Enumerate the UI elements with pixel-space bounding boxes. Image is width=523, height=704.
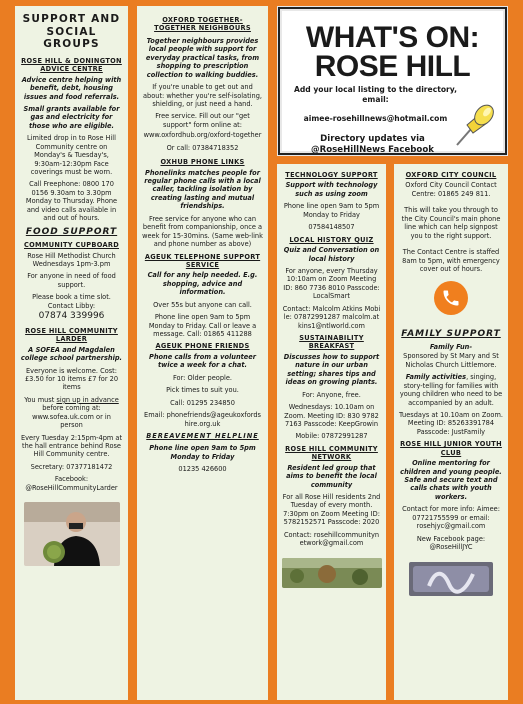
network-details: For all Rose Hill residents 2nd Tuesday of every month. 7:30pm on Zoom Meeting ID: 5782152571 Passcode: 2020 [282, 493, 381, 527]
tech-hours: Phone line open 9am to 5pm Monday to Friday [283, 202, 380, 219]
family-activities-text: , singing, story-telling for families with young children who need to be accompanied by an adult. [399, 373, 503, 407]
breakfast-desc: Discusses how to support nature in our urban setting; shares tips and ideas on growing plants. [283, 352, 380, 387]
bereavement-hours: Phone line open 9am to 5pm Monday to Friday [149, 444, 256, 461]
larder-signup-b: before coming at: www.sofea.uk.com or in person [32, 404, 111, 430]
quiz-details: For anyone, every Thursday 10:10am on Zoom Meeting ID: 860 7736 8010 Passcode: LocalSmart [283, 266, 380, 301]
advice-centre-hours: Limited drop in to Rose Hill Community centre on Monday's & Tuesday's, 9:30am-12:30pm Face coverings must be worn. [27, 134, 116, 177]
food-support-heading: FOOD SUPPORT [25, 226, 118, 237]
network-heading: ROSE HILL COMMUNITY NETWORK [285, 444, 378, 462]
youth-club-logo-image [409, 562, 493, 596]
family-support-heading: FAMILY SUPPORT [401, 329, 501, 340]
youth-club-heading: ROSE HILL JUNIOR YOUTH CLUB [400, 440, 502, 457]
ageuk-telephone-heading: AGEUK TELEPHONE SUPPORT SERVICE [144, 252, 261, 269]
family-fun: Family Fun- [429, 342, 473, 351]
larder-volunteer-photo [24, 502, 120, 566]
phone-icon [434, 281, 468, 315]
oxford-together-call: Or call: 07384718352 [166, 143, 239, 152]
header-card [277, 6, 508, 156]
larder-signup-a: You must [24, 395, 57, 404]
bereavement-heading: BEREAVEMENT HELPLINE [146, 431, 259, 440]
contact-email: aimee-rosehillnews@hotmail.com [303, 113, 448, 123]
updates-line-1: Directory updates via [320, 133, 425, 144]
ageuk-friends-desc: Phone calls from a volunteer twice a week for a chat. [148, 352, 256, 370]
column-technology-community [277, 164, 386, 700]
cupboard-book: Please book a time slot. Contact Libby: [32, 293, 111, 310]
family-activities [399, 373, 503, 407]
updates-line-2: @RoseHillNews Facebook [311, 144, 434, 155]
advice-centre-grants: Small grants available for gas and electricity for those who are eligible. [23, 104, 120, 130]
oxhub-free: Free service for anyone who can benefit from companionship, once a week for 15-30mins. (Same web-link and phone number as above) [142, 214, 263, 249]
community-garden-photo [282, 558, 382, 588]
larder-facebook: Facebook: @RoseHillCommunityLarder [25, 475, 118, 492]
council-staffed: The Contact Centre is staffed 8am to 5pm, with emergency cover out of hours. [402, 248, 500, 273]
family-zoom: Tuesdays at 10.10am on Zoom. Meeting ID: 85263391784 Passcode: JustFamily [399, 410, 503, 436]
larder-signup-link[interactable]: sign up in advance [56, 395, 119, 404]
page-title [282, 23, 503, 81]
oxford-together-desc: Together neighbours provides local people with support for everyday practical tasks, from shopping to prescription collection to walking buddies. [145, 36, 260, 79]
larder-secretary: Secretary: 07377181472 [30, 462, 113, 471]
larder-welcome: Everyone is welcome. Cost: £3.50 for 10 items £7 for 20 items [24, 366, 119, 392]
ageuk-friends-email[interactable]: Email: phonefriends@ageukoxfordshire.org.uk [144, 411, 261, 428]
family-sponsor: Sponsored by St Mary and St Nicholas Church Littlemore. [403, 352, 499, 369]
tech-desc: Support with technology such as using zoom [285, 181, 378, 198]
oxford-together-if: If you're unable to get out and about: whether you're self-isolating, shielding, or just need a hand. [143, 83, 262, 108]
ageuk-telephone-over: Over 55s but anyone can call. [153, 300, 252, 309]
quiz-contact: Contact: Malcolm Atkins Mobile: 07872991287 malcolm.atkins1@ntlworld.com [282, 304, 381, 330]
ageuk-friends-call: Call: 01295 234850 [170, 398, 235, 407]
network-desc: Resident led group that aims to benefit the local community [286, 463, 377, 489]
oxhub-desc: Phonelinks matches people for regular phone calls with a local caller, tackling isolation by creating lasting and mutual friendships. [144, 168, 261, 211]
oxford-together-heading: OXFORD TOGETHER- TOGETHER NEIGHBOURS [154, 16, 251, 33]
youth-club-desc: Online mentoring for children and young people. Safe and secure text and calls chats with youth workers. [400, 459, 502, 501]
council-contact: Oxford City Council Contact Centre: 01865 249 811. [405, 181, 497, 198]
cupboard-heading: COMMUNITY CUPBOARD [24, 241, 119, 250]
network-contact[interactable]: Contact: rosehillcommunitynetwork@gmail.com [283, 530, 380, 548]
cupboard-phone: 07874 339996 [38, 311, 105, 322]
column-support-social [15, 6, 128, 700]
pushpin-icon [453, 101, 497, 149]
larder-signup [20, 396, 123, 430]
title-line-1: WHAT'S ON: [305, 21, 480, 54]
oxford-together-free: Free service. Fill out our "get support" form online at: [155, 112, 250, 129]
oxford-together-url[interactable]: www.oxfordhub.org/oxford-together [143, 131, 262, 140]
ageuk-friends-pick: Pick times to suit you. [166, 386, 239, 395]
breakfast-details: Wednesdays: 10.10am on Zoom. Meeting ID: 830 9782 7163 Passcode: KeepGrowin [284, 403, 379, 428]
advice-centre-call: Call Freephone: 0800 170 0156 9.30am to 3.30pm Monday to Thursday. Phone and video calls available in and out of hours. [25, 180, 118, 223]
quiz-desc: Quiz and Conversation on local history [283, 246, 380, 263]
add-listing-text: Add your local listing to the directory, email: [293, 85, 458, 104]
phone-handset-glyph [441, 288, 461, 308]
cupboard-place: Rose Hill Methodist Church Wednesdays 1pm-3.pm [27, 251, 116, 269]
advice-centre-heading: ROSE HILL & DONINGTON ADVICE CENTRE [21, 56, 122, 74]
ageuk-telephone-hours: Phone line open 9am to 5pm Monday to Friday. Call or leave a message. Call: 01865 411288 [148, 313, 257, 338]
oxhub-heading: OXHUB PHONE LINKS [160, 158, 245, 167]
title-line-2: ROSE HILL [314, 50, 471, 83]
larder-desc: A SOFEA and Magdalen college school partnership. [20, 345, 123, 363]
larder-when: Every Tuesday 2:15pm-4pm at the hall entrance behind Rose Hill Community centre. [20, 433, 123, 459]
council-signpost: This will take you through to the City Council's main phone line which can help signpost you to the right support. [401, 206, 501, 240]
council-heading: OXFORD CITY COUNCIL [405, 171, 497, 179]
family-activities-label: Family activities [405, 373, 467, 382]
column-council-family [394, 164, 508, 700]
youth-club-contact: Contact for more info: Aimee: 07721755599 or email: rosehjyc@gmail.com [402, 505, 500, 531]
cupboard-for: For anyone in need of food support. [27, 272, 116, 289]
quiz-heading: LOCAL HISTORY QUIZ [289, 235, 374, 244]
larder-heading: ROSE HILL COMMUNITY LARDER [25, 326, 118, 344]
bereavement-phone: 01235 426600 [178, 465, 227, 474]
advice-centre-desc: Advice centre helping with benefit, debt, housing issues and food referrals. [21, 75, 122, 101]
breakfast-for: For: Anyone, free. [302, 390, 361, 399]
ageuk-telephone-desc: Call for any help needed. E.g. shopping, advice and information. [147, 271, 258, 297]
ageuk-friends-heading: AGEUK PHONE FRIENDS [155, 342, 250, 351]
tech-heading: TECHNOLOGY SUPPORT [285, 171, 378, 179]
breakfast-heading: SUSTAINABILITY BREAKFAST [299, 334, 364, 351]
column-neighbours-phone [137, 6, 268, 700]
ageuk-friends-for: For: Older people. [172, 373, 233, 382]
youth-club-facebook: New Facebook page: @RoseHillJYC [416, 534, 486, 552]
section-heading-support: SUPPORT AND SOCIAL GROUPS [22, 13, 121, 51]
tech-phone: 07584148507 [308, 223, 355, 232]
breakfast-mobile: Mobile: 07872991287 [295, 432, 368, 441]
